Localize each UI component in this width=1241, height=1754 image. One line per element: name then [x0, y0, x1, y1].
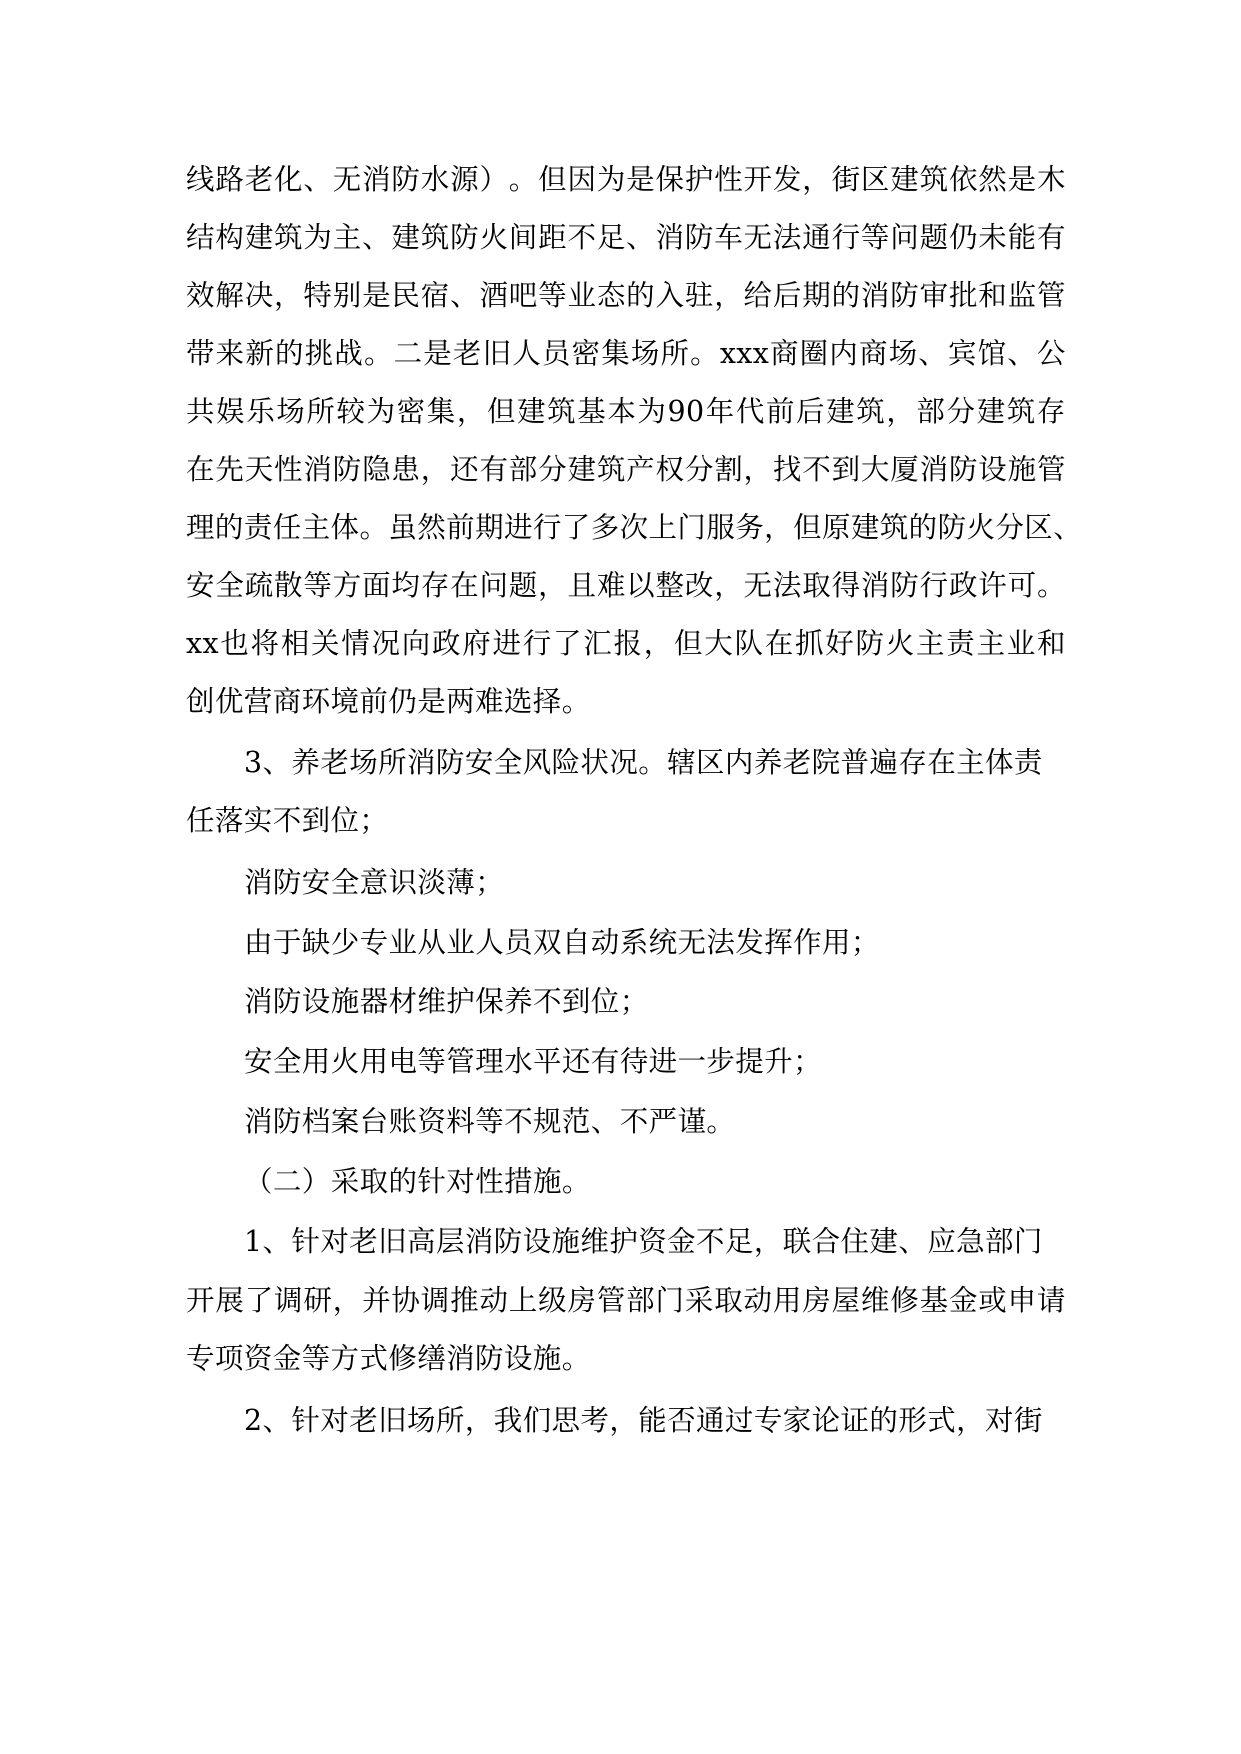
- text-line: 创优营商环境前仍是两难选择。: [186, 685, 591, 718]
- section-heading: （二）采取的针对性措施。: [244, 1165, 591, 1198]
- text-line: 开 展 了 调 研 ， 并 协 调 推 动 上 级 房 管 部 门 采 取 动 用 房 屋 维 修 基 金 或 申 请: [186, 1284, 1066, 1317]
- text-line: 在 先 天 性 消 防 隐 患 ， 还 有 部 分 建 筑 产 权 分 割 ， 找 不 到 大 厦 消 防 设 施 管: [186, 453, 1066, 486]
- text-line: 专项资金等方式修缮消防设施。: [186, 1342, 591, 1375]
- text-line: 效 解 决 ， 特 别 是 民 宿 、 酒 吧 等 业 态 的 入 驻 ， 给 后 期 的 消 防 审 批 和 监 管: [186, 279, 1066, 312]
- text-line: 3、养老场所消防安全风险状况。辖区内养老院普遍存在主体责: [244, 746, 1043, 779]
- text-line: 安全用火用电等管理水平还有待进一步提升；: [244, 1045, 823, 1078]
- text-line: 线 路 老 化 、 无 消 防 水 源 ） 。 但 因 为 是 保 护 性 开 发 ， 街 区 建 筑 依 然 是 木: [186, 163, 1066, 196]
- text-line: 结 构 建 筑 为 主 、 建 筑 防 火 间 距 不 足 、 消 防 车 无 法 通 行 等 问 题 仍 未 能 有: [186, 221, 1066, 254]
- text-line: 1、针对老旧高层消防设施维护资金不足，联合住建、应急部门: [244, 1225, 1043, 1258]
- text-line: 共 娱 乐 场 所 较 为 密 集 ， 但 建 筑 基 本 为 90 年 代 前 后 建 筑 ， 部 分 建 筑 存: [186, 395, 1066, 428]
- text-line: 由于缺少专业从业人员双自动系统无法发挥作用；: [244, 926, 880, 959]
- text-line: 理 的 责 任 主 体 。 虽 然 前 期 进 行 了 多 次 上 门 服 务 ， 但 原 建 筑 的 防 火 分 区 、: [186, 511, 1083, 544]
- text-line: 任落实不到位；: [186, 804, 389, 837]
- text-line: xx 也 将 相 关 情 况 向 政 府 进 行 了 汇 报 ， 但 大 队 在 抓 好 防 火 主 责 主 业 和: [186, 627, 1066, 660]
- text-line: 消防档案台账资料等不规范、不严谨。: [244, 1105, 736, 1138]
- text-line: 安 全 疏 散 等 方 面 均 存 在 问 题 ， 且 难 以 整 改 ， 无 法 取 得 消 防 行 政 许 可 。: [186, 569, 1066, 602]
- text-line: 带 来 新 的 挑 战 。 二 是 老 旧 人 员 密 集 场 所 。 xxx 商 圈 内 商 场 、 宾 馆 、 公: [186, 337, 1066, 370]
- text-line: 2、针对老旧场所，我们思考，能否通过专家论证的形式，对街: [244, 1404, 1043, 1437]
- text-line: 消防设施器材维护保养不到位；: [244, 985, 649, 1018]
- text-line: 消防安全意识淡薄；: [244, 866, 505, 899]
